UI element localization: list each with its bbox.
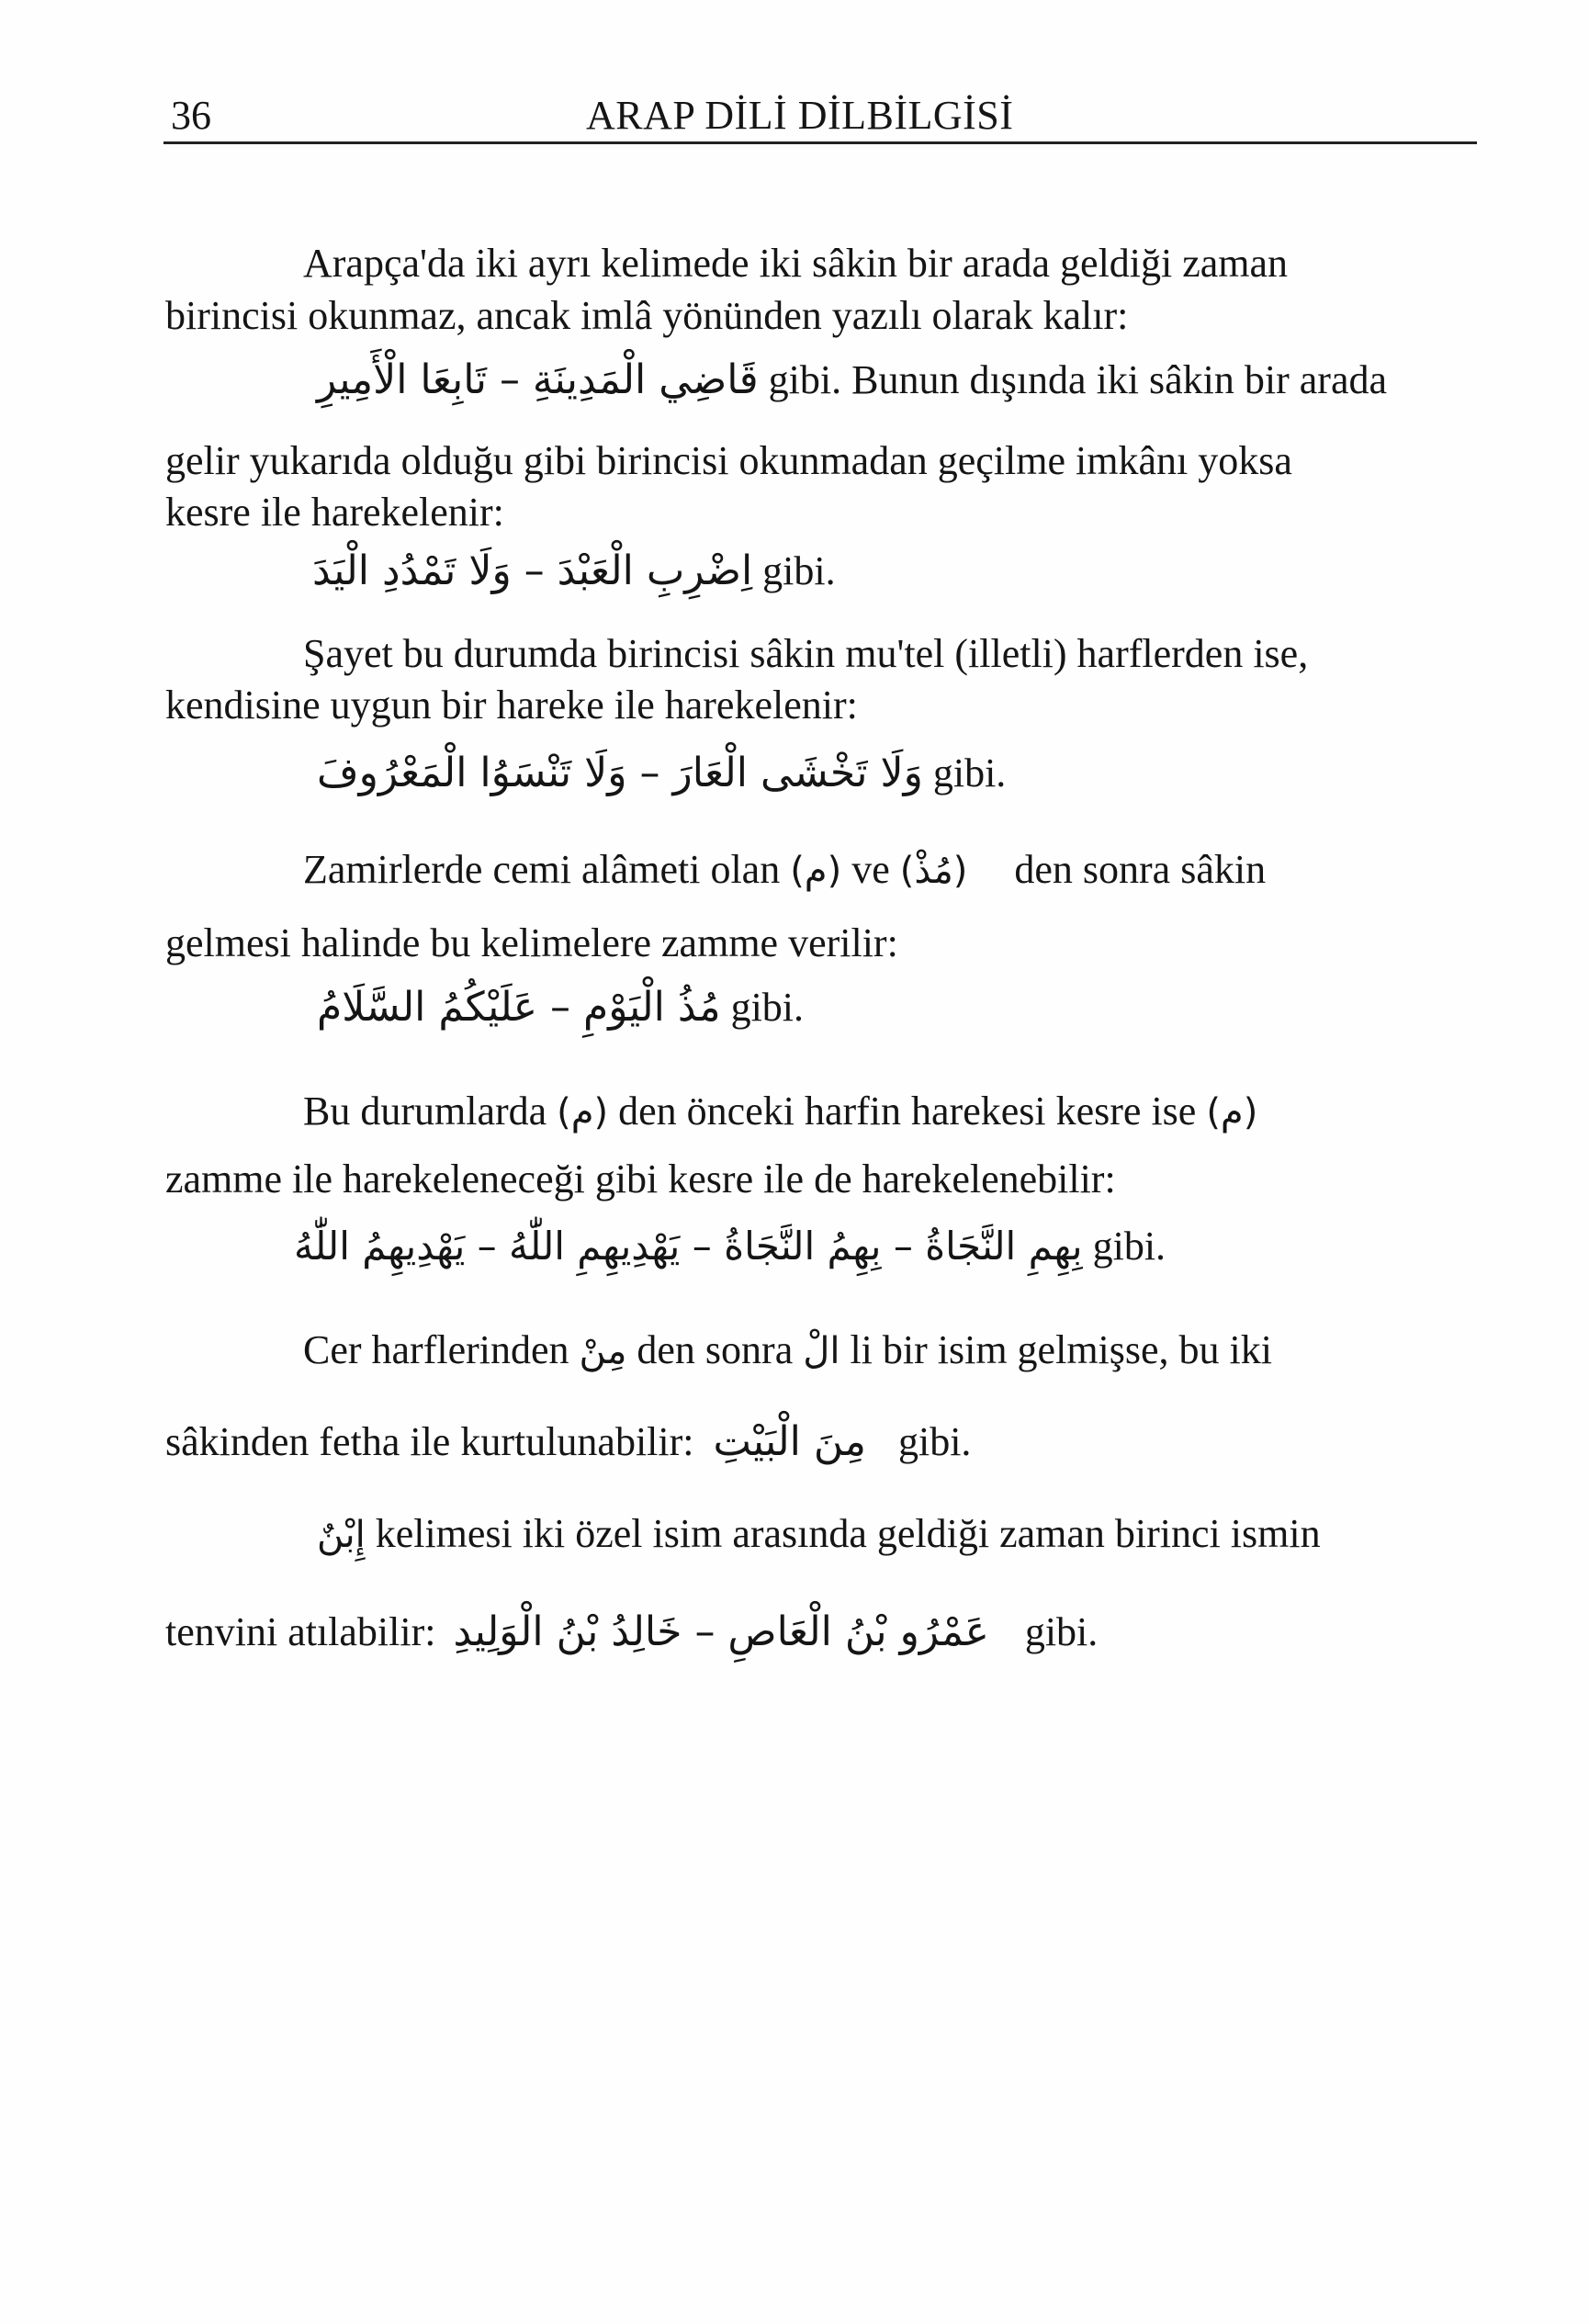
- paragraph-7-text-c: gibi.: [1024, 1609, 1099, 1654]
- example-2-line: [312, 547, 836, 594]
- arabic-mim-1: (م): [557, 1091, 609, 1134]
- arabic-mim: (م): [790, 850, 842, 892]
- example-4-text: gibi.: [730, 985, 805, 1030]
- paragraph-7-line-2: [165, 1608, 1099, 1655]
- arabic-example-3: وَلَا تَخْشَى الْعَارَ – وَلَا تَنْسَوُا الْمَعْرُوفَ: [317, 750, 923, 796]
- paragraph-1-line-1: Arapça'da iki ayrı kelimede iki sâkin bir arada geldiği zaman: [303, 241, 1289, 286]
- example-1-line: [317, 356, 1388, 403]
- paragraph-3-line-2: kendisine uygun bir hareke ile harekelenir:: [165, 683, 858, 728]
- example-4-line: [317, 984, 805, 1031]
- paragraph-6-text-d: sâkinden fetha ile kurtulunabilir:: [165, 1419, 694, 1464]
- paragraph-7-line-1: [317, 1511, 1321, 1556]
- arabic-example-6: مِنَ الْبَيْتِ: [713, 1418, 866, 1465]
- arabic-example-1: قَاضِي الْمَدِينَةِ – تَابِعَا الْأَمِيرِ: [317, 356, 759, 403]
- running-title: ARAP DİLİ DİLBİLGİSİ: [586, 93, 1014, 138]
- paragraph-6-text-e: gibi.: [897, 1419, 972, 1464]
- example-3-text: gibi.: [932, 750, 1007, 795]
- paragraph-4-text-a: Zamirlerde cemi alâmeti olan: [303, 847, 781, 892]
- arabic-example-7: عَمْرُو بْنُ الْعَاصِ – خَالِدُ بْنُ الْوَلِيدِ: [453, 1608, 989, 1655]
- paragraph-4-text-c: den sonra sâkin: [1014, 847, 1267, 892]
- paragraph-5-text-b: den önceki harfin harekesi kesre ise: [618, 1089, 1197, 1134]
- arabic-min: مِنْ: [579, 1330, 627, 1372]
- arabic-al: الْ: [803, 1330, 840, 1372]
- paragraph-4-text-b: ve: [851, 847, 890, 892]
- paragraph-4-line-2: gelmesi halinde bu kelimelere zamme verilir:: [165, 920, 898, 965]
- header-rule: [163, 141, 1477, 144]
- paragraph-2-line-2: kesre ile harekelenir:: [165, 490, 504, 535]
- paragraph-3-line-1: Şayet bu durumda birincisi sâkin mu'tel (illetli) harflerden ise,: [303, 631, 1309, 676]
- example-2-text: gibi.: [762, 548, 836, 593]
- paragraph-6-text-b: den sonra: [637, 1327, 794, 1372]
- paragraph-6-line-1: [303, 1327, 1272, 1372]
- arabic-mim-2: (م): [1206, 1091, 1258, 1134]
- example-1-text: gibi. Bunun dışında iki sâkin bir arada: [768, 357, 1388, 402]
- arabic-example-2: اِضْرِبِ الْعَبْدَ – وَلَا تَمْدُدِ الْيَدَ: [312, 547, 753, 594]
- arabic-example-4: مُذُ الْيَوْمِ – عَلَيْكُمُ السَّلَامُ: [317, 984, 721, 1031]
- example-5-line: [294, 1226, 1166, 1267]
- paragraph-5-line-1: [303, 1091, 1257, 1132]
- paragraph-7-text-a: kelimesi iki özel isim arasında geldiği zaman birinci ismin: [375, 1511, 1321, 1556]
- arabic-mundhu: (مُذْ): [899, 850, 968, 892]
- example-5-text: gibi.: [1092, 1224, 1166, 1269]
- arabic-ibn: إِبْنٌ: [317, 1514, 366, 1556]
- paragraph-6-text-c: li bir isim gelmişse, bu iki: [850, 1327, 1272, 1372]
- page-number: 36: [171, 93, 211, 138]
- paragraph-4-line-1: [303, 847, 1479, 892]
- paragraph-1-line-2: birincisi okunmaz, ancak imlâ yönünden yazılı olarak kalır:: [165, 293, 1129, 338]
- paragraph-5-line-2: zamme ile harekeleneceği gibi kesre ile de harekelenebilir:: [165, 1156, 1116, 1201]
- example-3-line: [317, 750, 1007, 796]
- paragraph-6-line-2: [165, 1418, 972, 1465]
- paragraph-2-line-1: gelir yukarıda olduğu gibi birincisi okunmadan geçilme imkânı yoksa: [165, 438, 1292, 483]
- paragraph-5-text-a: Bu durumlarda: [303, 1089, 547, 1134]
- paragraph-7-text-b: tenvini atılabilir:: [165, 1609, 436, 1654]
- arabic-example-5: بِهِمِ النَّجَاةُ – بِهِمُ النَّجَاةُ – يَهْدِيهِمِ اللّٰهُ – يَهْدِيهِمُ اللّٰهُ: [294, 1224, 1083, 1269]
- paragraph-6-text-a: Cer harflerinden: [303, 1327, 569, 1372]
- page-header: [163, 88, 1477, 145]
